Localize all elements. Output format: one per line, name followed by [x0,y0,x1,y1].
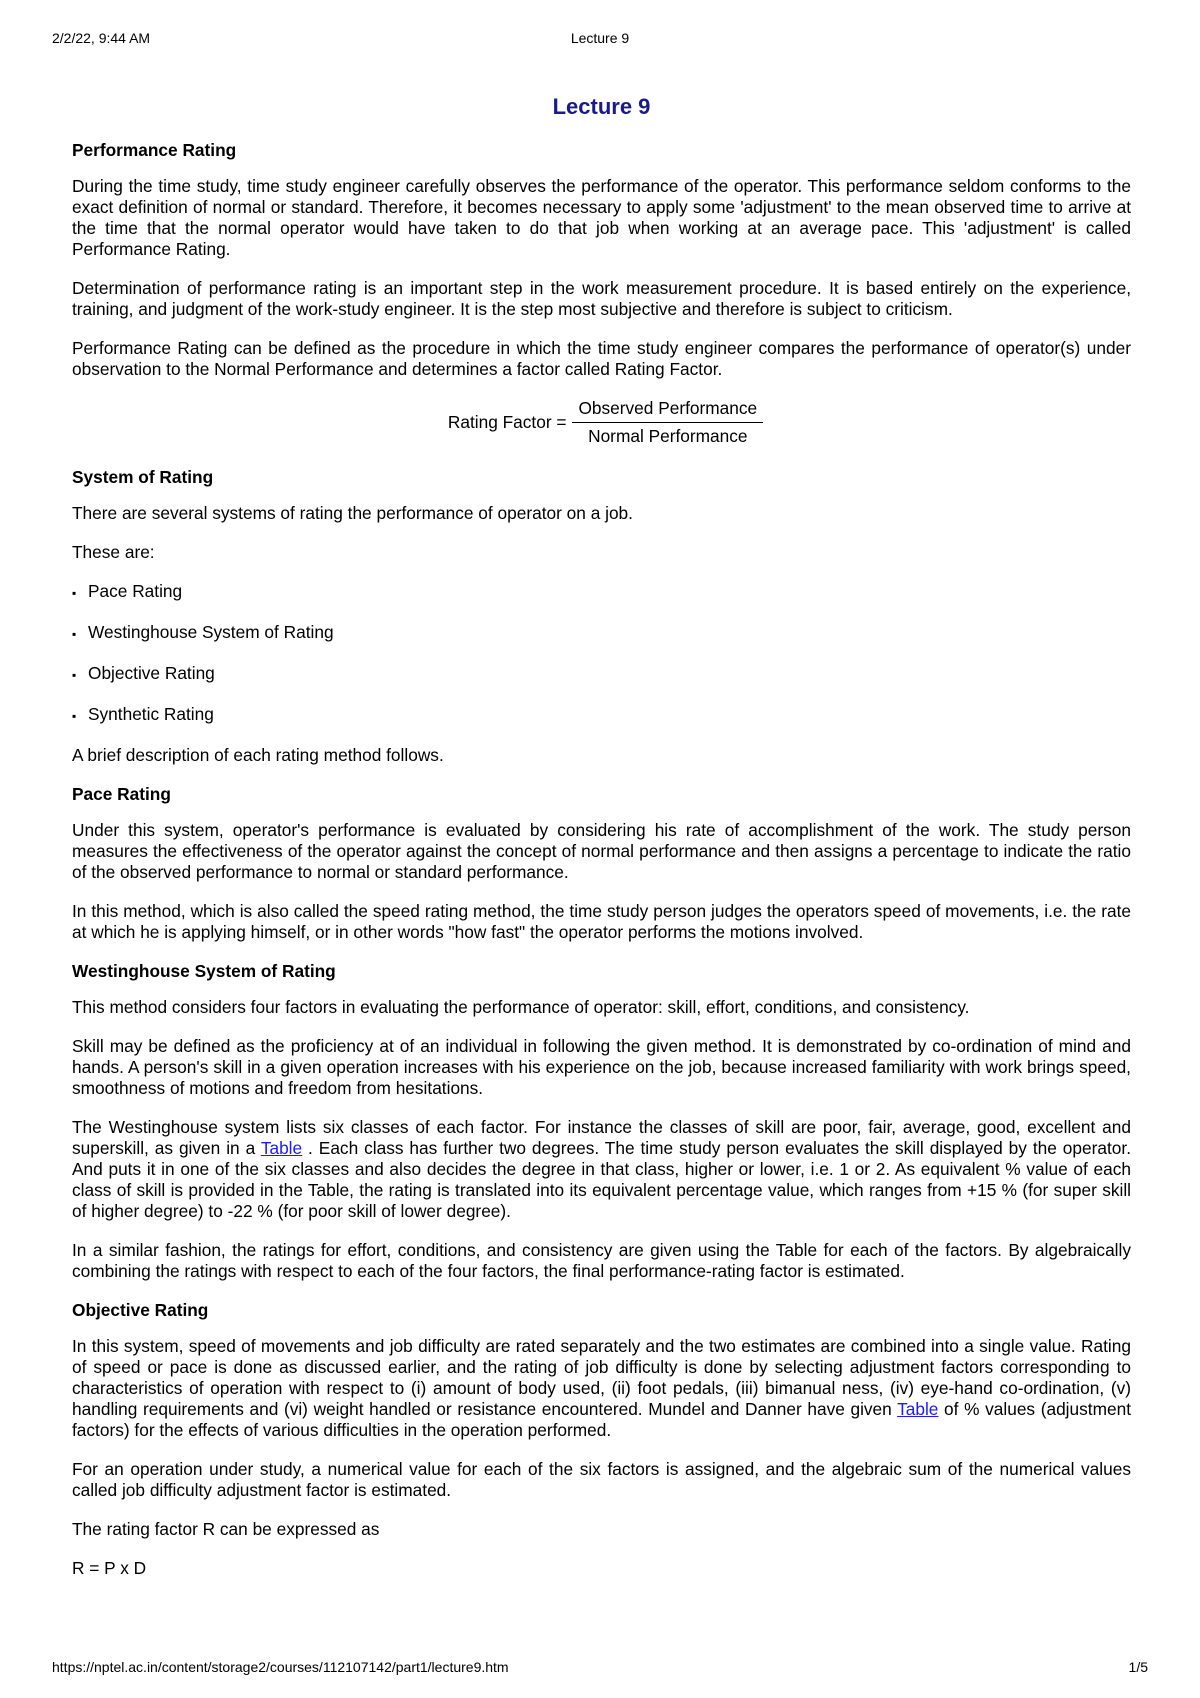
paragraph: Under this system, operator's performance is evaluated by considering his rate of accomplishment of the work. The study person measures the effectiveness of the operator against the concept of normal performance and then assigns a percentage to indicate the ratio of the observed performance to normal or standard performance. [72,820,1131,882]
table-link[interactable]: Table [897,1399,939,1419]
text-run: of % values (adjustment factors) for the effects of various difficulties in the operation performed. [72,1399,1131,1440]
paragraph [72,1117,1131,1222]
formula-fraction [572,398,763,447]
heading-westinghouse: Westinghouse System of Rating [72,961,336,981]
paragraph: This method considers four factors in evaluating the performance of operator: skill, effort, conditions, and consistency. [72,997,970,1017]
paragraph: Performance Rating can be defined as the procedure in which the time study engineer compares the performance of operator(s) under observation to the Normal Performance and determines a factor called Rating Factor. [72,338,1131,379]
heading-objective-rating: Objective Rating [72,1300,209,1320]
paragraph: Determination of performance rating is an important step in the work measurement procedure. It is based entirely on the experience, training, and judgment of the work-study engineer. It is the step most subjective and therefore is subject to criticism. [72,278,1131,319]
paragraph: A brief description of each rating method follows. [72,745,444,765]
paragraph: In a similar fashion, the ratings for effort, conditions, and consistency are given using the Table for each of the factors. By algebraically combining the ratings with respect to each of the four factors, the final performance-rating factor is estimated. [72,1240,1131,1281]
print-url: https://nptel.ac.in/content/storage2/courses/112107142/part1/lecture9.htm [52,1659,509,1675]
text-run: In this system, speed of movements and job difficulty are rated separately and the two estimates are combined into a single value. Rating of speed or pace is done as discussed earlier, and the rating of job difficulty is done by selecting adjustment factors corresponding to characteristics of operation with respect to (i) amount of body used, (ii) foot pedals, (iii) bimanual ness, (iv) eye-hand co-ordination, (v) handling requirements and (vi) weight handled or resistance encountered. Mundel and Danner have given [72,1336,1131,1419]
list-item-label: Pace Rating [88,581,183,601]
paragraph: These are: [72,542,155,562]
paragraph: During the time study, time study engineer carefully observes the performance of the operator. This performance seldom conforms to the exact definition of normal or standard. Therefore, it becomes necessary to apply some 'adjustment' to the mean observed time to arrive at the time that the normal operator would have taken to do that job when working at an average pace. This 'adjustment' is called Performance Rating. [72,176,1131,259]
print-page-title: Lecture 9 [570,30,630,46]
list-item-label: Objective Rating [88,663,215,683]
heading-performance-rating: Performance Rating [72,140,237,160]
list-item [72,704,1131,727]
bullet-icon: ▪ [72,668,77,682]
bullet-icon: ▪ [72,709,77,723]
formula-numerator: Observed Performance [572,398,763,423]
heading-pace-rating: Pace Rating [72,784,171,804]
paragraph: Skill may be defined as the proficiency at of an individual in following the given method. It is demonstrated by co-ordination of mind and hands. A person's skill in a given operation increases with his experience on the job, because increased familiarity with work brings speed, smoothness of motions and freedom from hesitations. [72,1036,1131,1098]
bullet-icon: ▪ [72,627,77,641]
lecture-content [72,94,1131,1597]
page-number: 1/5 [1128,1659,1148,1675]
table-link[interactable]: Table [260,1138,303,1158]
list-item [72,622,1131,645]
formula-denominator: Normal Performance [588,426,748,446]
page-title: Lecture 9 [552,94,651,119]
heading-system-of-rating: System of Rating [72,467,214,487]
paragraph: In this method, which is also called the speed rating method, the time study person judges the operators speed of movements, i.e. the rate at which he is applying himself, or in other words "how fast" the operator performs the motions involved. [72,901,1131,942]
text-run: . Each class has further two degrees. The time study person evaluates the skill displayed by the operator. And puts it in one of the six classes and also decides the degree in that class, higher or lower, i.e. 1 or 2. As equivalent % value of each class of skill is provided in the Table, the rating is translated into its equivalent percentage value, which ranges from +15 % (for super skill of higher degree) to -22 % (for poor skill of lower degree). [72,1138,1131,1221]
formula-r: R = P x D [72,1558,147,1578]
text-run: The Westinghouse system lists six classes of each factor. For instance the classes of skill are poor, fair, average, good, excellent and superskill, as given in a [72,1117,1131,1158]
print-datetime: 2/2/22, 9:44 AM [52,30,151,46]
list-item-label: Westinghouse System of Rating [88,622,334,642]
paragraph: For an operation under study, a numerical value for each of the six factors is assigned, and the algebraic sum of the numerical values called job difficulty adjustment factor is estimated. [72,1459,1131,1500]
paragraph: The rating factor R can be expressed as [72,1519,380,1539]
list-item [72,663,1131,686]
rating-factor-formula [72,398,1131,447]
list-item-label: Synthetic Rating [88,704,214,724]
formula-lhs: Rating Factor = [447,412,567,432]
paragraph [72,1336,1131,1441]
bullet-icon: ▪ [72,586,77,600]
paragraph: There are several systems of rating the performance of operator on a job. [72,503,633,523]
list-item [72,581,1131,604]
